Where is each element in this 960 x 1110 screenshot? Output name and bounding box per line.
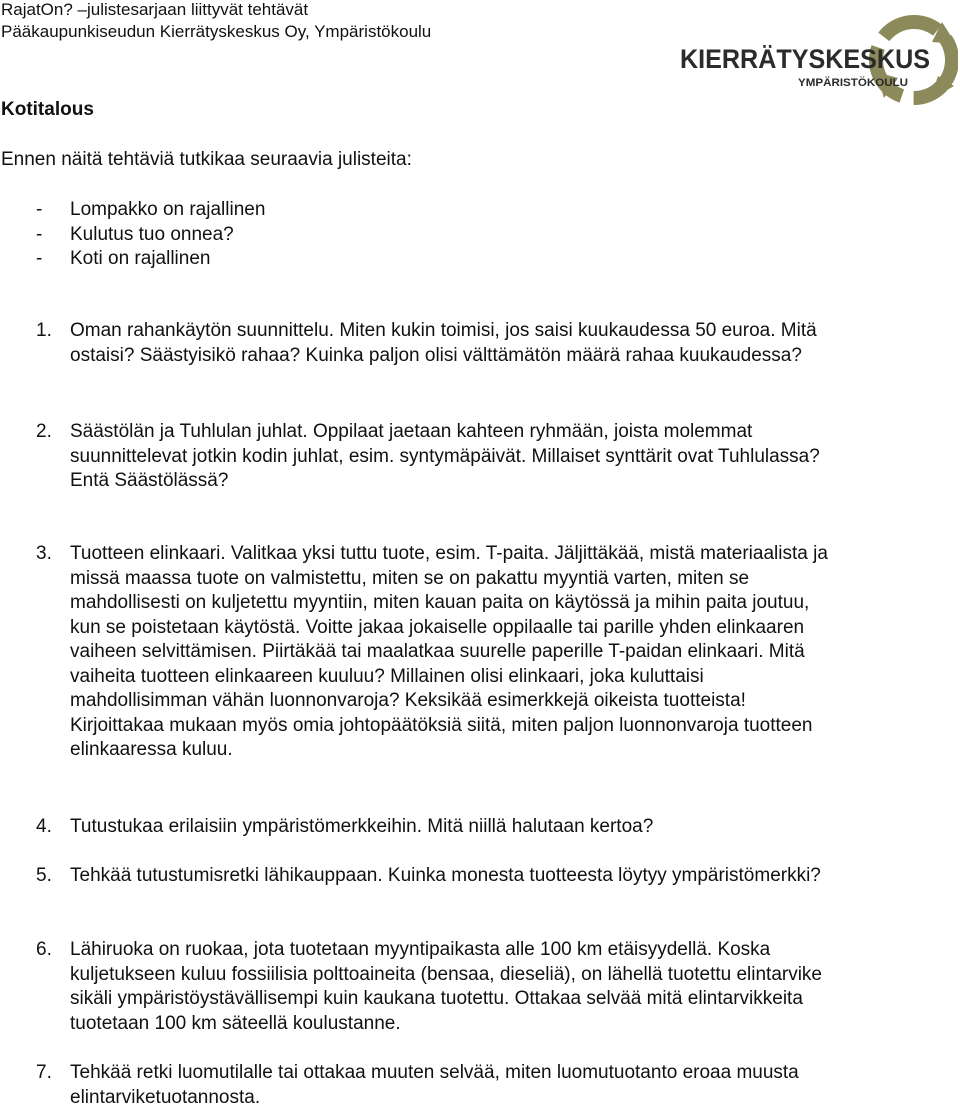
logo-subtitle: YMPÄRISTÖKOULU xyxy=(798,77,903,89)
list-item xyxy=(36,247,265,272)
task-number: 6. xyxy=(36,939,52,960)
list-dash: - xyxy=(36,199,43,220)
task-item xyxy=(36,319,836,368)
task-item xyxy=(36,420,836,494)
task-number: 3. xyxy=(36,543,52,564)
task-number: 4. xyxy=(36,816,52,837)
task-text: Tutustukaa erilaisiin ympäristömerkkeihin. Mitä niillä halutaan kertoa? xyxy=(70,816,654,837)
task-item xyxy=(36,815,836,840)
task-item xyxy=(36,1061,836,1110)
slogan-text: Lompakko on rajallinen xyxy=(70,199,266,220)
task-text: Säästölän ja Tuhlulan juhlat. Oppilaat jaetaan kahteen ryhmään, joista molemmat suunnittelevat jotkin kodin juhlat, esim. syntymäpäivät. Millaiset synttärit ovat Tuhlulassa? Entä Säästölässä? xyxy=(70,421,820,491)
list-item xyxy=(36,223,265,248)
task-text: Oman rahankäytön suunnittelu. Miten kukin toimisi, jos saisi kuukaudessa 50 euroa. Mitä ostaisi? Säästyisikö rahaa? Kuinka paljon olisi välttämätön määrä rahaa kuukaudessa? xyxy=(70,320,817,366)
task-text: Tehkää retki luomutilalle tai ottakaa muuten selvää, miten luomutuotanto eroaa muusta elintarviketuotannosta. xyxy=(70,1062,799,1108)
task-text: Tuotteen elinkaari. Valitkaa yksi tuttu tuote, esim. T-paita. Jäljittäkää, mistä materiaalista ja missä maassa tuote on valmistettu, miten se on pakattu myyntiä varten, miten se mahdollisesti on kuljetettu myyntiin, miten kauan paita on käytössä ja mihin paita joutuu, kun se poistetaan käytöstä. Voitte jakaa jokaiselle oppilaalle tai parille yhden elinkaaren vaiheen selvittämisen. Piirtäkää tai maalatkaa suurelle paperille T-paidan elinkaari. Mitä vaiheita tuotteen elinkaareen kuuluu? Millainen olisi elinkaari, joka kuluttaisi mahdollisimman vähän luonnonvaroja? Keksikää esimerkkejä oikeista tuotteista! Kirjoittakaa mukaan myös omia johtopäätöksiä siitä, miten paljon luonnonvaroja tuotteen elinkaaressa kuluu. xyxy=(70,543,828,760)
list-dash: - xyxy=(36,223,43,245)
task-text: Lähiruoka on ruokaa, jota tuotetaan myyntipaikasta alle 100 km etäisyydellä. Koska kuljetukseen kuluu fossiilisia polttoaineita (bensaa, dieseliä), on lähellä tuotettu elintarvike sikäli ympäristöystävällisempi kuin kaukana tuotettu. Ottakaa selvää mitä elintarvikkeita tuotetaan 100 km säteellä koulustanne. xyxy=(70,939,823,1034)
task-text: Tehkää tutustumisretki lähikauppaan. Kuinka monesta tuotteesta löytyy ympäristömerkki? xyxy=(70,865,821,886)
task-item xyxy=(36,864,836,889)
list-item xyxy=(36,198,265,223)
task-number: 1. xyxy=(36,320,52,341)
slogan-text: Koti on rajallinen xyxy=(70,248,211,269)
task-item xyxy=(36,542,836,763)
task-number: 7. xyxy=(36,1062,52,1083)
slogan-text: Kulutus tuo onnea? xyxy=(70,223,234,245)
document-header-title: RajatOn? –julistesarjaan liittyvät tehtävät xyxy=(1,0,309,19)
task-item xyxy=(36,938,836,1036)
poster-slogan-list xyxy=(36,198,265,272)
logo-name: KIERRÄTYSKESKUS xyxy=(680,44,930,74)
list-dash: - xyxy=(36,248,43,269)
page-title: Kotitalous xyxy=(1,99,94,120)
task-number: 2. xyxy=(36,421,52,442)
intro-text: Ennen näitä tehtäviä tutkikaa seuraavia julisteita: xyxy=(1,149,412,170)
document-header-organization: Pääkaupunkiseudun Kierrätyskeskus Oy, Ympäristökoulu xyxy=(1,22,432,41)
kierratyskeskus-logo xyxy=(680,14,958,106)
task-number: 5. xyxy=(36,865,52,886)
